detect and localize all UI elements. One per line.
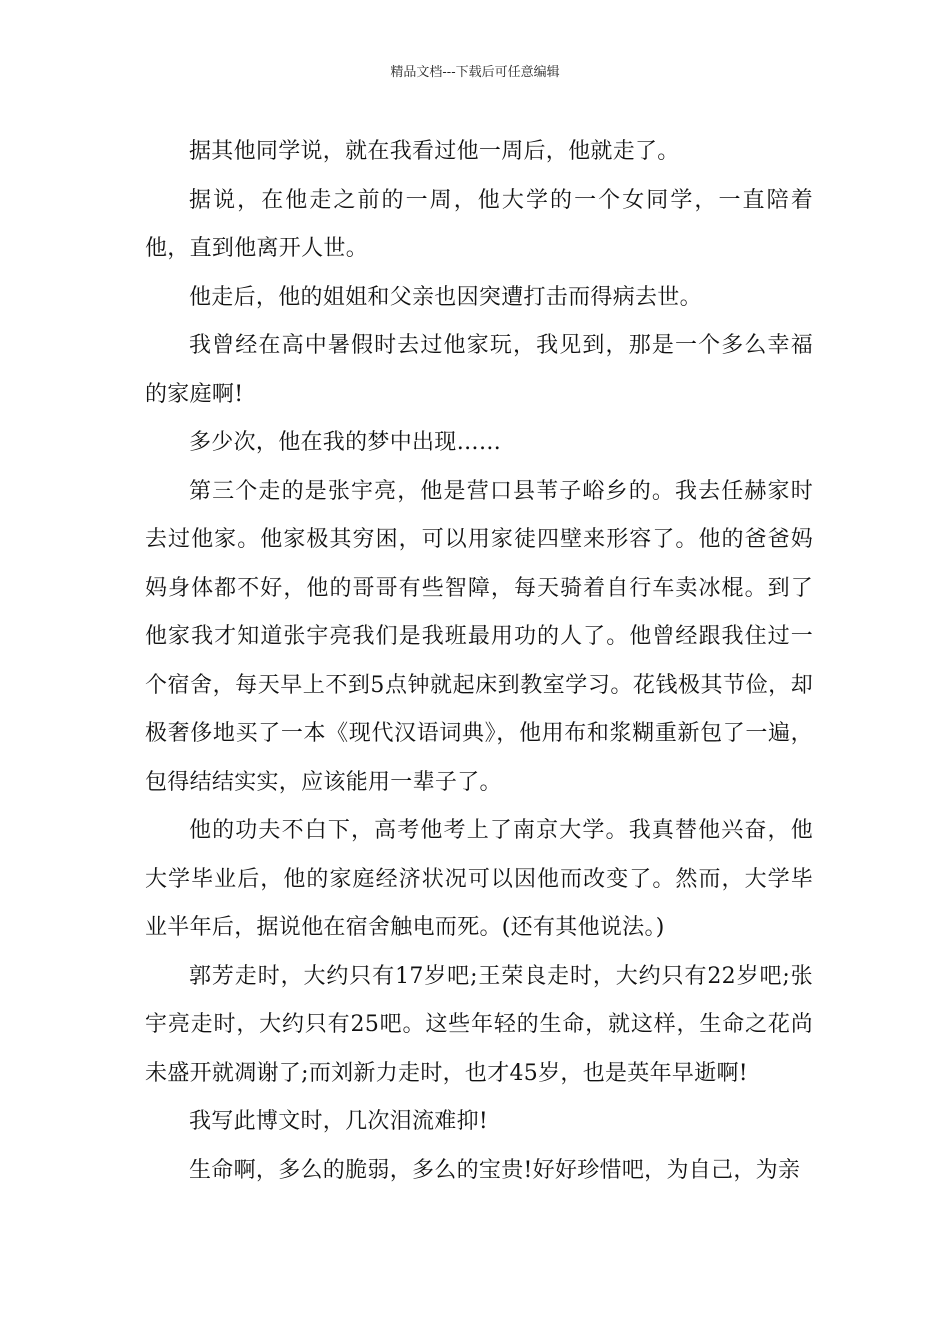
paragraph-6: 第三个走的是张宇亮，他是营口县苇子峪乡的。我去任赫家时去过他家。他家极其穷困，可以用家徒四壁来形容了。他的爸爸妈妈身体都不好，他的哥哥有些智障，每天骑着自行车卖冰棍。到了他家我才知道张宇亮我们是我班最用功的人了。他曾经跟我住过一个宿舍，每天早上不到5点钟就起床到教室学习。花钱极其节俭，却极奢侈地买了一本《现代汉语词典》，他用布和浆糊重新包了一遍，包得结结实实，应该能用一辈子了。 <box>145 478 813 795</box>
paragraph-1: 据其他同学说，就在我看过他一周后，他就走了。 <box>189 139 680 164</box>
paragraph-7: 他的功夫不白下，高考他考上了南京大学。我真替他兴奋，他大学毕业后，他的家庭经济状况可以因他而改变了。然而，大学毕业半年后，据说他在宿舍触电而死。(还有其他说法。) <box>145 818 813 940</box>
paragraph-2: 据说，在他走之前的一周，他大学的一个女同学，一直陪着他，直到他离开人世。 <box>145 187 813 261</box>
paragraph-9: 我写此博文时，几次泪流难抑! <box>189 1109 489 1134</box>
paragraph-5: 多少次，他在我的梦中出现…… <box>189 430 502 455</box>
paragraph-4: 我曾经在高中暑假时去过他家玩，我见到，那是一个多么幸福的家庭啊! <box>145 333 813 407</box>
paragraph-3: 他走后，他的姐姐和父亲也因突遭打击而得病去世。 <box>189 284 702 310</box>
paragraph-10: 生命啊，多么的脆弱，多么的宝贵!好好珍惜吧，为自己，为亲 <box>189 1157 801 1183</box>
paragraph-8: 郭芳走时，大约只有17岁吧;王荣良走时，大约只有22岁吧;张宇亮走时，大约只有25吧。这些年轻的生命，就这样，生命之花尚未盛开就凋谢了;而刘新力走时，也才45岁，也是英年早逝啊! <box>145 963 813 1086</box>
document-body <box>145 128 813 1195</box>
page-header: 精品文档---下载后可任意编辑 <box>390 65 560 80</box>
